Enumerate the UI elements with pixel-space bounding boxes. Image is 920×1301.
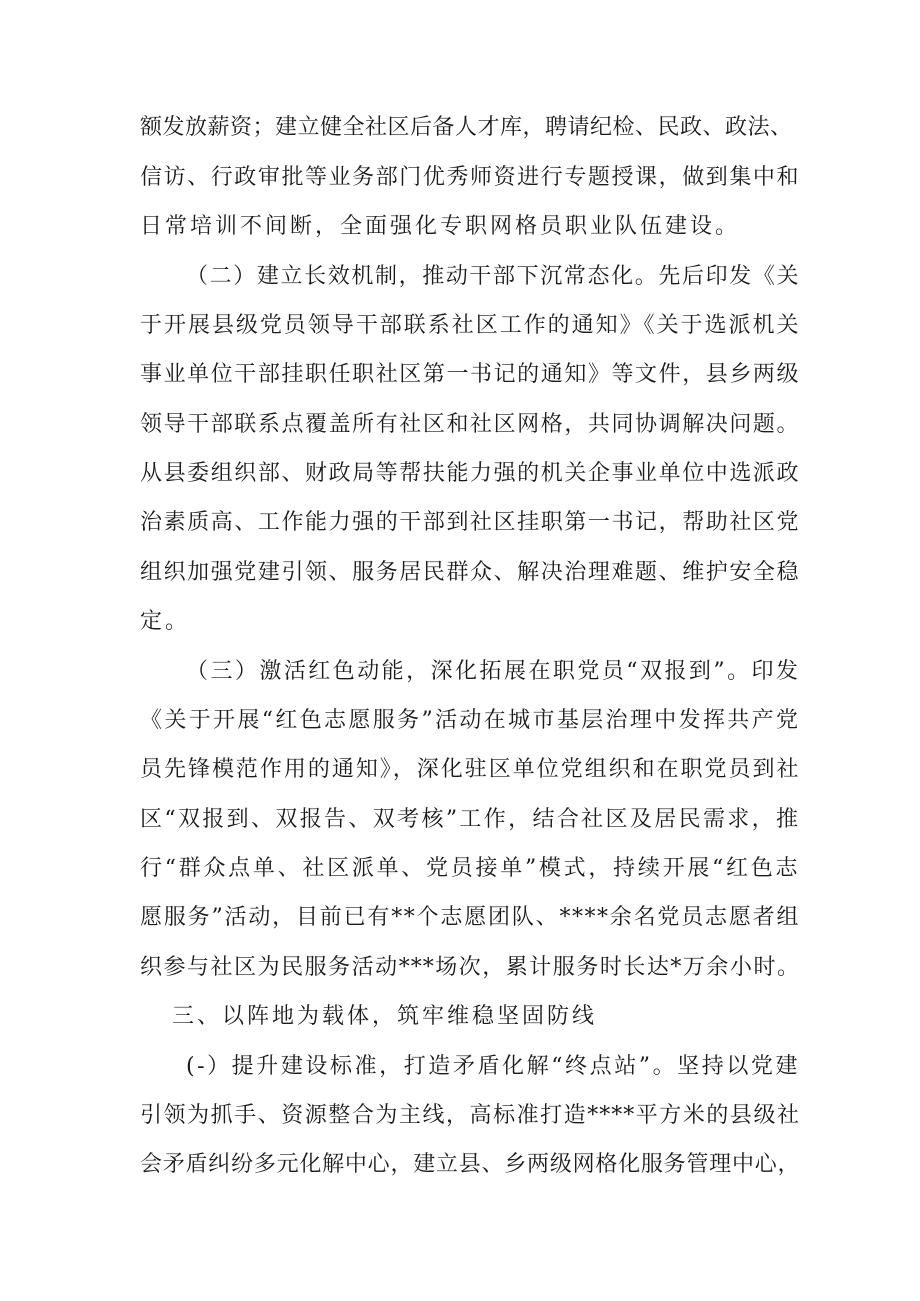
text-line: 定。 bbox=[140, 609, 191, 634]
text-line: 于开展县级党员领导干部联系社区工作的通知》《关于选派机关 bbox=[140, 313, 800, 338]
text-line: 员先锋模范作用的通知》，深化驻区单位党组织和在职党员到社 bbox=[140, 757, 800, 782]
text-line: 行“群众点单、社区派单、党员接单”模式，持续开展“红色志 bbox=[140, 856, 800, 881]
text-line: 织参与社区为民服务活动***场次，累计服务时长达*万余小时。 bbox=[140, 955, 800, 980]
text-line: 额发放薪资；建立健全社区后备人才库，聘请纪检、民政、政法、 bbox=[140, 115, 793, 140]
paragraph-start-line: (-）提升建设标准，打造矛盾化解“终点站”。坚持以党建 bbox=[186, 1054, 800, 1079]
paragraph-start-line: （三）激活红色动能，深化拓展在职党员“双报到”。印发 bbox=[186, 659, 800, 684]
text-line: 领导干部联系点覆盖所有社区和社区网格，共同协调解决问题。 bbox=[140, 412, 800, 437]
text-line: 《关于开展“红色志愿服务”活动在城市基层治理中发挥共产党 bbox=[140, 708, 800, 733]
section-heading: 三、以阵地为载体，筑牢维稳坚固防线 bbox=[172, 1004, 598, 1029]
text-line: 事业单位干部挂职任职社区第一书记的通知》等文件，县乡两级 bbox=[140, 362, 800, 387]
paragraph-start-line: （二）建立长效机制，推动干部下沉常态化。先后印发《关 bbox=[186, 264, 800, 289]
text-line: 日常培训不间断，全面强化专职网格员职业队伍建设。 bbox=[140, 214, 741, 239]
text-line: 信访、行政审批等业务部门优秀师资进行专题授课，做到集中和 bbox=[140, 165, 800, 190]
text-line: 从县委组织部、财政局等帮扶能力强的机关企事业单位中选派政 bbox=[140, 461, 800, 486]
text-line: 愿服务”活动，目前已有**个志愿团队、****余名党员志愿者组 bbox=[140, 905, 800, 930]
text-line: 区“双报到、双报告、双考核”工作，结合社区及居民需求，推 bbox=[140, 807, 800, 832]
text-line: 会矛盾纠纷多元化解中心，建立县、乡两级网格化服务管理中心， bbox=[140, 1152, 800, 1177]
text-line: 引领为抓手、资源整合为主线，高标准打造****平方米的县级社 bbox=[140, 1103, 800, 1128]
text-line: 组织加强党建引领、服务居民群众、解决治理难题、维护安全稳 bbox=[140, 560, 800, 585]
text-line: 治素质高、工作能力强的干部到社区挂职第一书记，帮助社区党 bbox=[140, 510, 800, 535]
